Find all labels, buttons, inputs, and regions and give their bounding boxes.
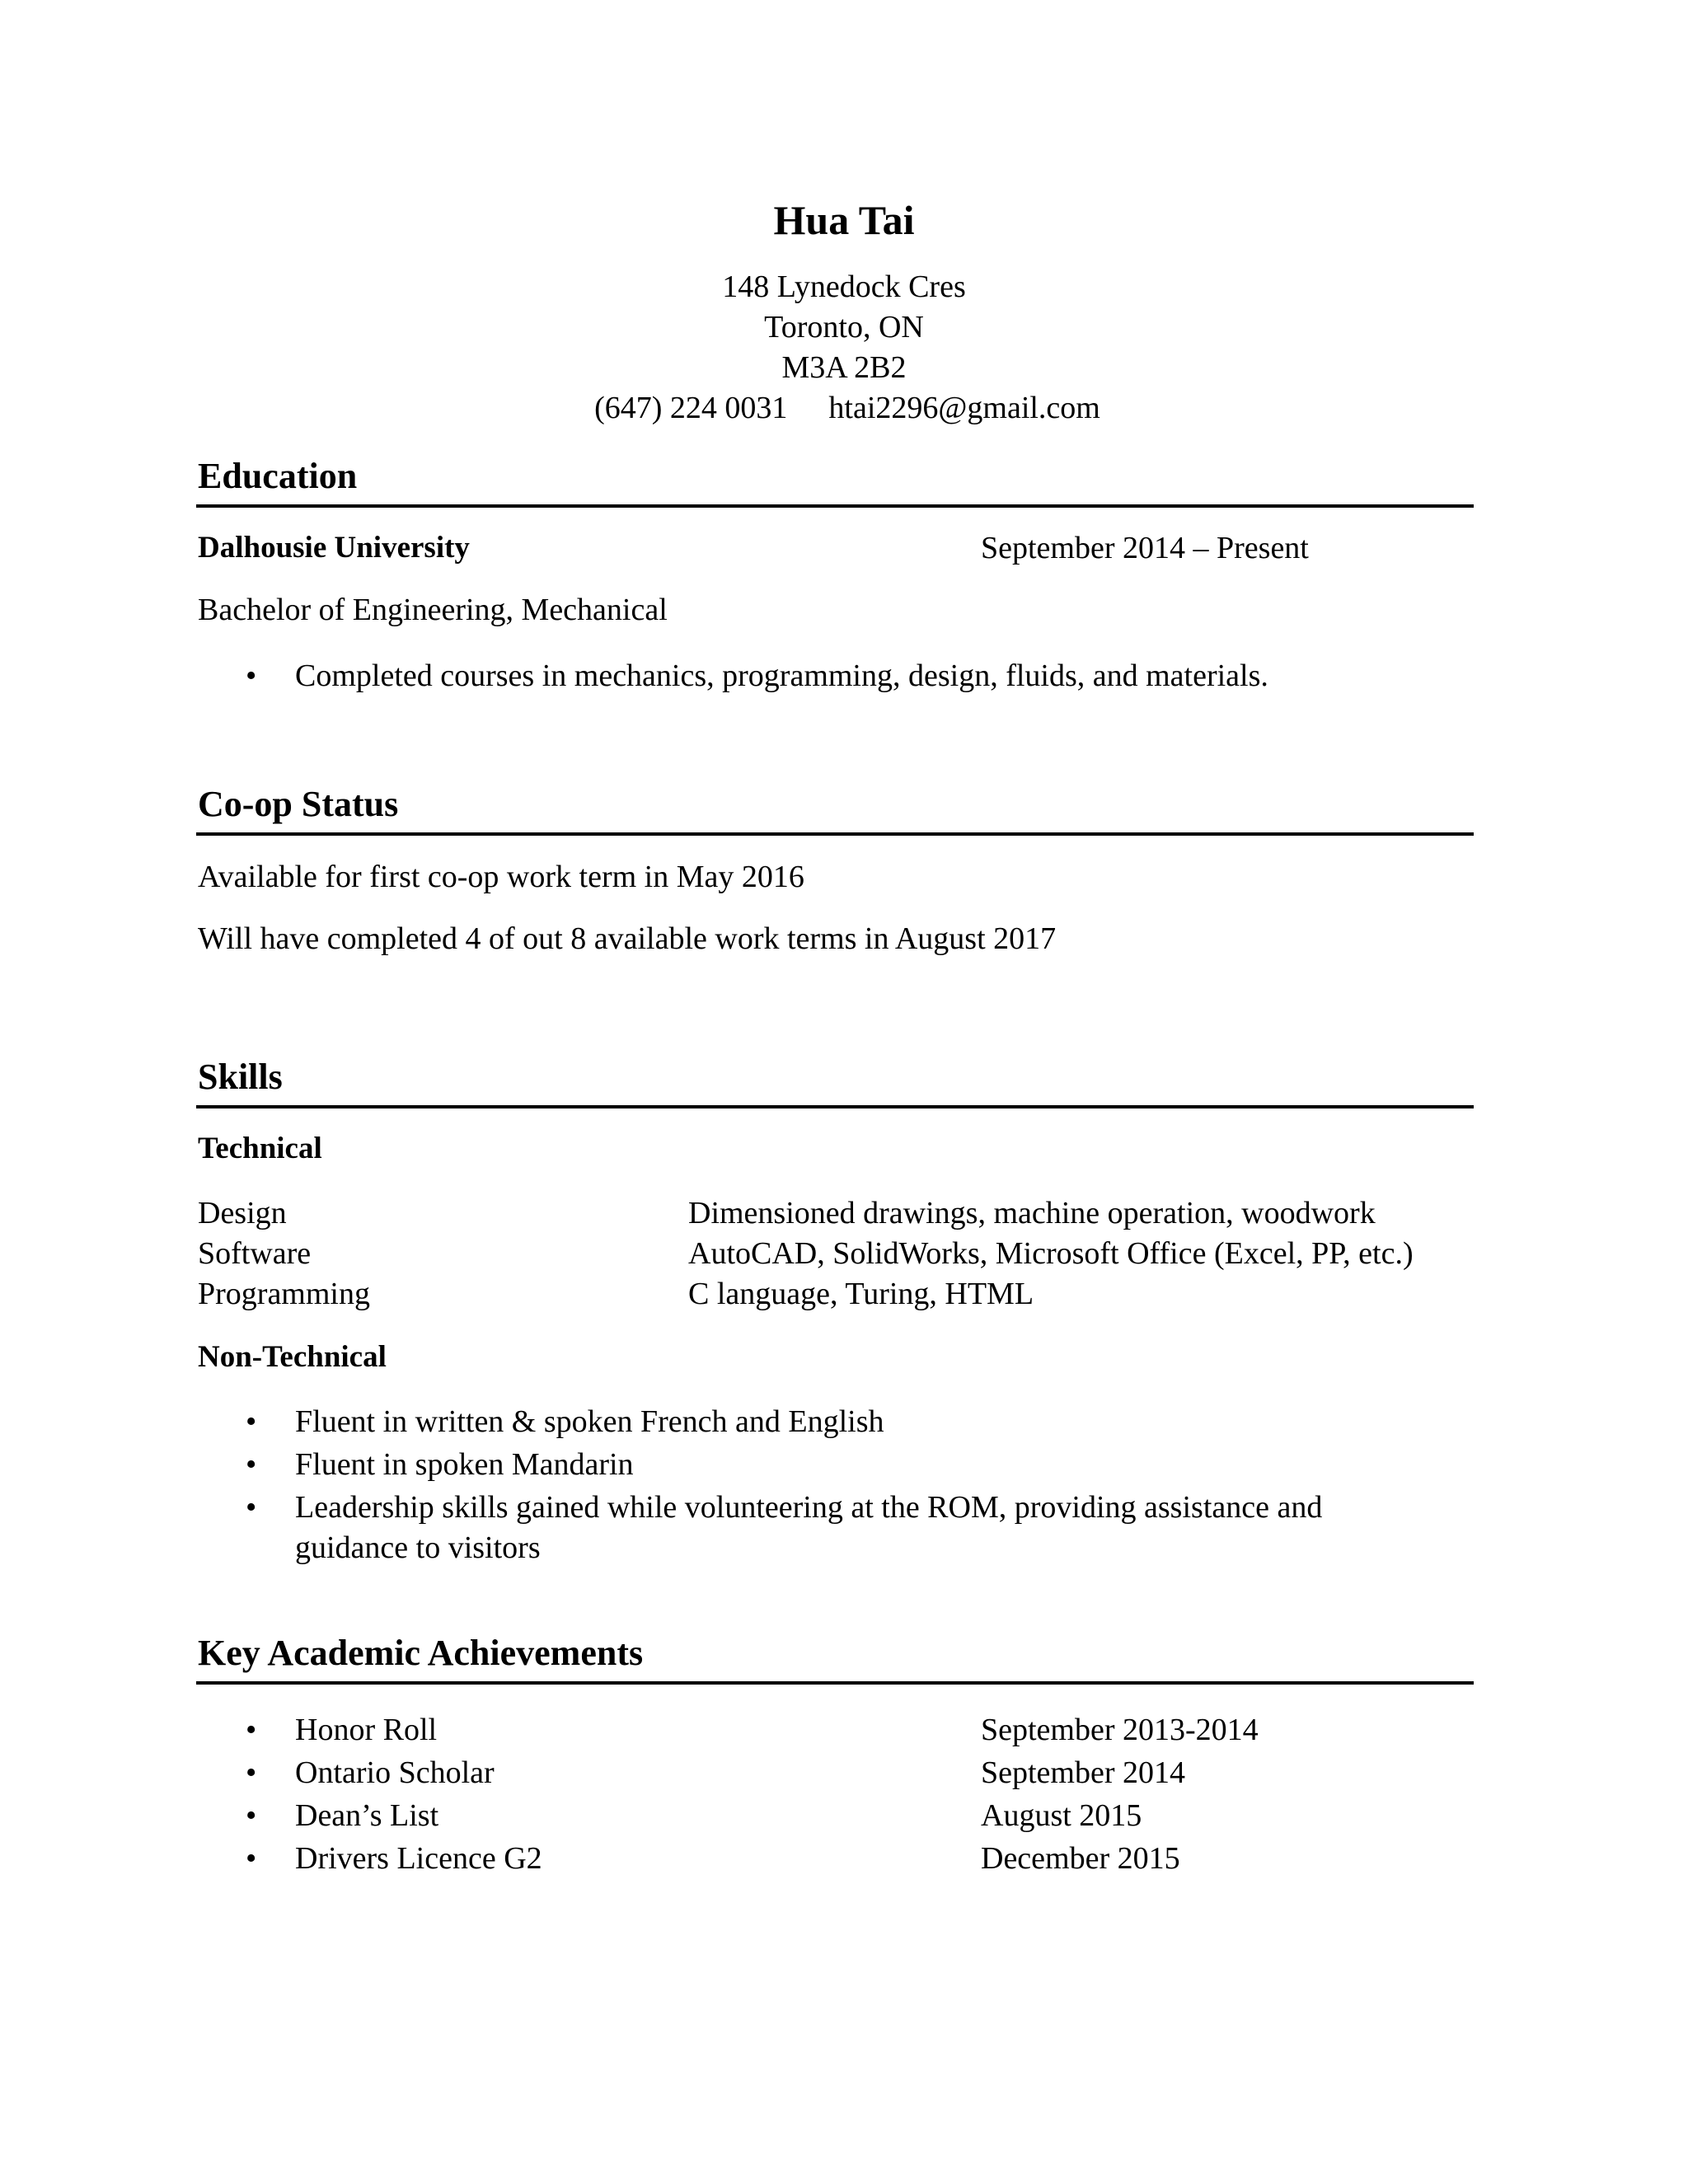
section-divider <box>196 832 1474 836</box>
email-address: htai2296@gmail.com <box>828 391 1100 425</box>
bullet-icon: • <box>246 1798 257 1833</box>
degree: Bachelor of Engineering, Mechanical <box>198 593 668 627</box>
contact-row <box>0 390 1688 426</box>
bullet-icon: • <box>246 1841 257 1876</box>
address-street: 148 Lynedock Cres <box>722 269 966 304</box>
subsection-title-technical: Technical <box>198 1132 322 1165</box>
bullet-icon: • <box>246 658 257 693</box>
section-divider <box>196 1105 1474 1108</box>
achievement-name: Ontario Scholar <box>295 1755 495 1790</box>
skill-category: Software <box>198 1236 312 1271</box>
skill-detail: Dimensioned drawings, machine operation, woodwork <box>688 1196 1376 1230</box>
section-divider <box>196 504 1474 508</box>
skill-category: Programming <box>198 1277 370 1311</box>
school-name: Dalhousie University <box>198 531 470 565</box>
achievement-name: Dean’s List <box>295 1798 439 1833</box>
coop-line: Available for first co-op work term in May 2016 <box>198 860 804 894</box>
bullet-icon: • <box>246 1447 257 1482</box>
subsection-title-nontechnical: Non-Technical <box>198 1340 387 1374</box>
achievement-date: August 2015 <box>981 1798 1142 1833</box>
skill-detail: C language, Turing, HTML <box>688 1277 1034 1311</box>
bullet-icon: • <box>246 1755 257 1790</box>
achievement-name: Drivers Licence G2 <box>295 1841 542 1876</box>
skill-detail: AutoCAD, SolidWorks, Microsoft Office (Excel, PP, etc.) <box>688 1236 1414 1271</box>
bullet-icon: • <box>246 1490 257 1525</box>
nontechnical-item-continued: guidance to visitors <box>295 1530 541 1565</box>
section-title-coop: Co-op Status <box>198 784 399 824</box>
section-title-skills: Skills <box>198 1057 283 1097</box>
education-dates: September 2014 – Present <box>981 531 1309 565</box>
bullet-icon: • <box>246 1404 257 1439</box>
phone-number: (647) 224 0031 <box>594 391 788 425</box>
nontechnical-item: Fluent in spoken Mandarin <box>295 1447 634 1482</box>
achievement-date: December 2015 <box>981 1841 1180 1876</box>
resume-name: Hua Tai <box>773 197 915 243</box>
section-title-education: Education <box>198 456 358 496</box>
nontechnical-item: Fluent in written & spoken French and English <box>295 1404 884 1439</box>
section-divider <box>196 1681 1474 1685</box>
bullet-icon: • <box>246 1713 257 1747</box>
education-bullet: Completed courses in mechanics, programming, design, fluids, and materials. <box>295 658 1268 693</box>
coop-line: Will have completed 4 of out 8 available work terms in August 2017 <box>198 921 1057 956</box>
section-title-achievements: Key Academic Achievements <box>198 1633 644 1673</box>
achievement-date: September 2013-2014 <box>981 1713 1259 1747</box>
address-city: Toronto, ON <box>764 310 924 344</box>
nontechnical-item: Leadership skills gained while volunteering at the ROM, providing assistance and <box>295 1490 1323 1525</box>
achievement-date: September 2014 <box>981 1755 1186 1790</box>
address-postal: M3A 2B2 <box>781 350 907 385</box>
skill-category: Design <box>198 1196 287 1230</box>
achievement-name: Honor Roll <box>295 1713 438 1747</box>
